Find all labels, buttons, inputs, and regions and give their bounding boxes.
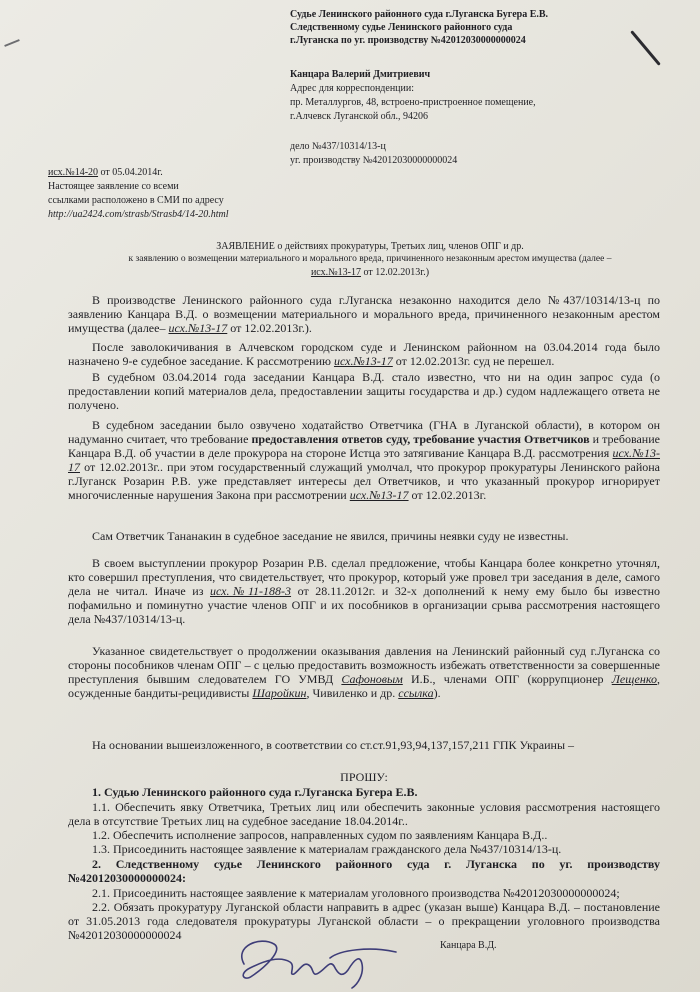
paragraph-3: В судебном 03.04.2014 года заседании Канцара В.Д. стало известно, что ни на один запрос суда (о предоставлении копий материалов дела, предоставлении защиты государства и др.) судом надлежащего ответа не получено.	[68, 370, 660, 412]
outgoing-url[interactable]: http://ua2424.com/strasb/Strasb4/14-20.html	[48, 209, 229, 220]
request-item-2-2: 2.2. Обязать прокуратуру Луганской области направить в адрес (указан выше) Канцара В.Д. – постановление от 31.05.2013 года следователя прокуратуры Луганской области – о прекращении уголовного производства №42012030000000024	[68, 900, 660, 942]
ref-link[interactable]: исх.№13-17	[310, 267, 361, 278]
title-date: от 12.02.2013г.)	[360, 267, 430, 278]
outgoing-ref	[48, 166, 163, 179]
bold-text: предоставления ответов суду, требование участия Ответчиков	[251, 432, 590, 446]
text: В своем выступлении прокурор Розарин Р.В. сделал предложение, чтобы Канцара более конкретно уточнял, кто совершил преступления, что свидетельствует, что прокурор, который уже провел три заседания в деле, самого дела не читал. Иначе из	[68, 556, 660, 598]
paragraph-8: На основании вышеизложенного, в соответствии со ст.ст.91,93,94,137,157,211 ГПК Украины –	[92, 738, 575, 752]
ref-link[interactable]: исх.№13-17	[349, 488, 409, 502]
addressee-line: Следственному судье Ленинского районного суда	[290, 22, 513, 33]
text: от 12.02.2013г.).	[227, 321, 312, 335]
paragraph-4	[68, 418, 660, 502]
name-link[interactable]: Лещенко	[611, 672, 657, 686]
text: от 12.02.2013г.	[408, 488, 487, 502]
paragraph-5: Сам Ответчик Тананакин в судебное заседание не явился, причины неявки суду не известны.	[92, 529, 569, 543]
text: , Чивиленко и др.	[306, 686, 399, 700]
request-item-1-2: 1.2. Обеспечить исполнение запросов, направленных судом по заявлениям Канцара В.Д..	[92, 828, 548, 842]
sender-name: Канцара Валерий Дмитриевич	[290, 69, 431, 80]
text: ).	[433, 686, 441, 700]
ref-link[interactable]: исх.№13-17	[333, 354, 393, 368]
ref-link[interactable]: ссылка	[398, 686, 434, 700]
text: и требование Канцара В.Д. об участии в деле прокурора на стороне Истца это затягивание Канцара В.Д. рассмотрения	[68, 432, 660, 460]
ref-link[interactable]: исх.№11-188-3	[210, 584, 292, 598]
outgoing-note: Настоящее заявление со всеми	[48, 181, 179, 192]
name-link[interactable]: Сафоновым	[341, 672, 403, 686]
address-line: г.Алчевск Луганской обл., 94206	[290, 111, 429, 122]
text: И.Б., членами ОПГ (коррупционер	[402, 672, 612, 686]
request-item-1-1: 1.1. Обеспечить явку Ответчика, Третьих лиц или обеспечить законные условия рассмотрения настоящего дела в отсутствие Третьих лиц на судебное заседание 18.04.2014г..	[68, 800, 660, 828]
address-line: пр. Металлургов, 48, встроено-пристроенное помещение,	[290, 97, 536, 108]
signature-name: Канцара В.Д.	[440, 940, 497, 951]
addressee-line: Судье Ленинского районного суда г.Луганска Бугера Е.В.	[290, 9, 549, 20]
text: от 12.02.2013г. суд не перешел.	[392, 354, 555, 368]
request-heading: ПРОШУ:	[340, 770, 388, 784]
paragraph-1	[68, 293, 660, 335]
document-title: ЗАЯВЛЕНИЕ о действиях прокуратуры, Третьих лиц, членов ОПГ и др.	[216, 241, 524, 252]
text: В производстве Ленинского районного суда г.Луганска незаконно находится дело №437/10314/13-ц по заявлению Канцара В.Д. о возмещении материального и морального вреда, причиненного незаконным арестом имущества (далее–	[68, 293, 660, 335]
text: от 28.11.2012г. и 32-х дополнений к нему ему было бы известно пофамильно и поминутно участие членов ОПГ и их пособников в организации срыва рассмотрения настоящего дела №437/10314/13-ц.	[68, 584, 660, 626]
criminal-case-number: уг. производству №42012030000000024	[290, 155, 458, 166]
text: Указанное свидетельствует о продолжении оказывания давления на Ленинский районный суд г.Луганска со стороны пособников членам ОПГ – с целью предоставить возможность избежать ответственности за совершенные преступления бывшим следователем ГО УМВД	[68, 644, 660, 686]
request-item-2-1: 2.1. Присоединить настоящее заявление к материалам уголовного производства №42012030000000024;	[92, 886, 620, 900]
request-item-1-3: 1.3. Присоединить настоящее заявление к материалам гражданского дела №437/10314/13-ц.	[92, 842, 562, 856]
text: от 12.02.2013г.. при этом государственный служащий умолчал, что прокурор прокуратуры Ленинского района г.Луганск Розарин Р.В. уже представляет интересы дел Ответчиков, и что указанный прокурор игнорирует многочисленные нарушения Закона при рассмотрении	[68, 460, 660, 502]
address-label: Адрес для корреспонденции:	[290, 83, 415, 94]
document-subtitle: к заявлению о возмещении материального и морального вреда, причиненного незаконным арестом имущества (далее –	[128, 254, 612, 264]
paragraph-2	[68, 340, 660, 368]
document-subtitle	[80, 266, 660, 279]
outgoing-ref-number: исх.№14-20	[48, 167, 99, 178]
name-link[interactable]: Шаройкин	[252, 686, 307, 700]
text: После заволокичивания в Алчевском городском суде и Ленинском районном на 03.04.2014 года было назначено 9-е судебное заседание. К рассмотрению	[68, 340, 660, 368]
ref-link[interactable]: исх.№13-17	[168, 321, 228, 335]
ref-link[interactable]: исх.№13-17	[68, 446, 660, 474]
request-section-2-title: 2. Следственному судье Ленинского районного суда г. Луганска по уг. производству №42012030000000024:	[68, 857, 660, 885]
request-section-1-title: 1. Судью Ленинского районного суда г.Луганска Бугера Е.В.	[92, 785, 418, 799]
text: В судебном заседании было озвучено ходатайство Ответчика (ГНА в Луганской области), в котором он надуманно считает, что требование	[68, 418, 660, 446]
addressee-line: г.Луганска по уг. производству №42012030000000024	[290, 35, 526, 46]
pen-mark	[4, 39, 20, 47]
case-number: дело №437/10314/13-ц	[290, 141, 386, 152]
handwritten-signature	[230, 930, 410, 990]
pen-mark	[630, 30, 661, 66]
outgoing-ref-date: от 05.04.2014г.	[98, 167, 163, 178]
outgoing-note: ссылками расположено в СМИ по адресу	[48, 195, 224, 206]
paragraph-6	[68, 556, 660, 626]
paragraph-7	[68, 644, 660, 700]
text: , осужденные бандиты-рецидивисты	[68, 672, 660, 700]
